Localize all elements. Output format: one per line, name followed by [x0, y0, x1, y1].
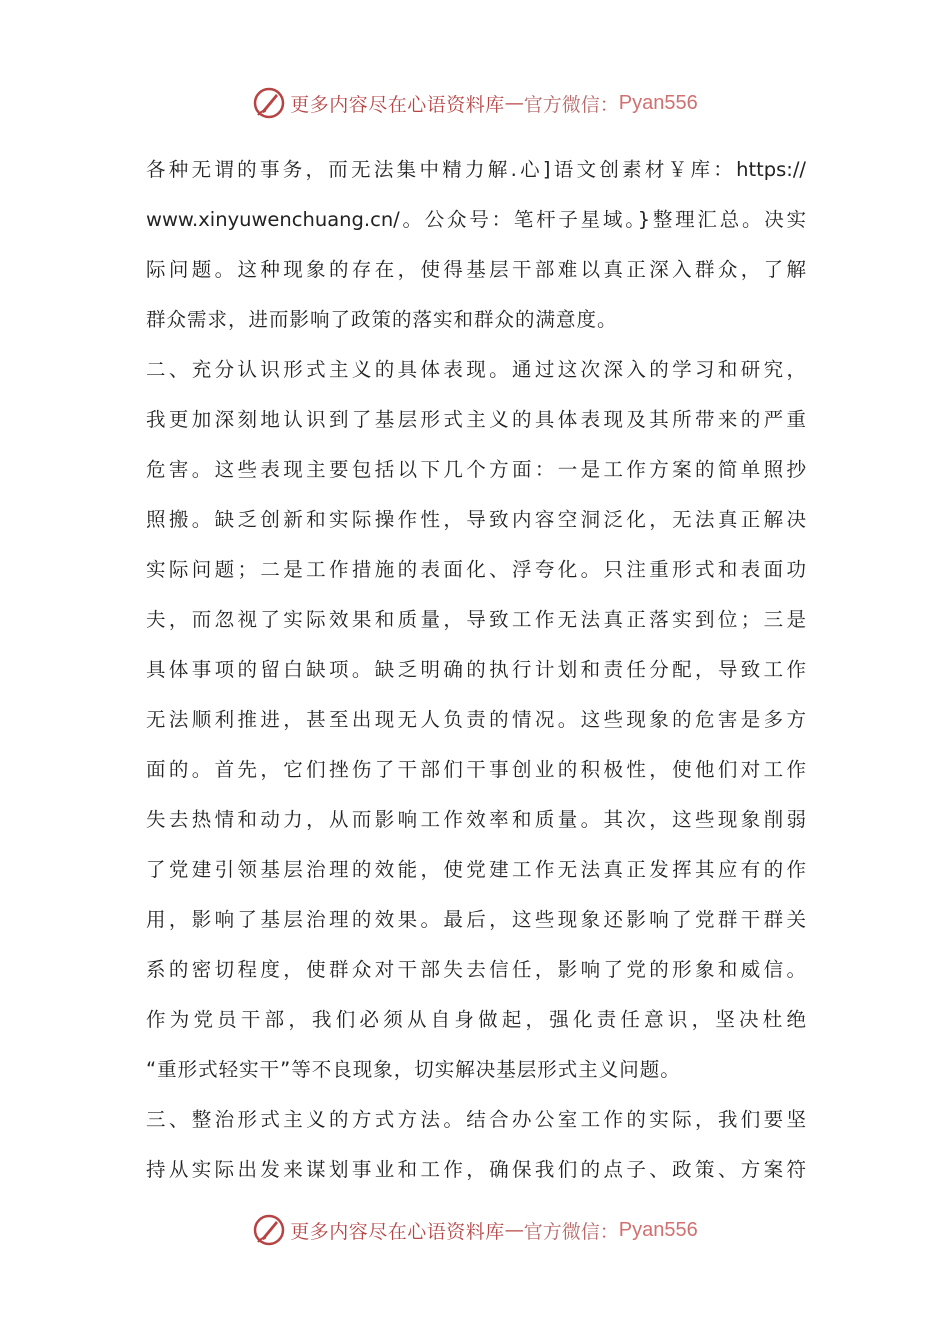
header-title: 更多内容尽在心语资料库 [290, 93, 505, 116]
document-body [146, 145, 806, 1195]
header-wechat-label: 官方微信： [523, 93, 619, 116]
header-dash: — [504, 92, 524, 114]
body-line: 用，影响了基层治理的效果。最后，这些现象还影响了党群干群关 [146, 908, 806, 931]
footer-wechat-id: Pyan556 [618, 1218, 698, 1241]
body-line: 我更加深刻地认识到了基层形式主义的具体表现及其所带来的严重 [146, 408, 806, 431]
body-line: 失去热情和动力，从而影响工作效率和质量。其次，这些现象削弱 [146, 808, 806, 831]
body-line: www.xinyuwenchuang.cn/。公众号：笔杆子星域。}整理汇总。决实 [146, 208, 806, 231]
body-line: 具体事项的留白缺项。缺乏明确的执行计划和责任分配，导致工作 [146, 658, 806, 681]
body-line: 系的密切程度，使群众对干部失去信任，影响了党的形象和威信。 [146, 958, 806, 981]
header-banner [0, 83, 950, 123]
quill-seal-logo-icon [252, 86, 286, 120]
body-line: 危害。这些表现主要包括以下几个方面：一是工作方案的简单照抄 [146, 458, 806, 481]
body-line: 作为党员干部，我们必须从自身做起，强化责任意识，坚决杜绝 [146, 1008, 806, 1031]
body-line: “重形式轻实干”等不良现象，切实解决基层形式主义问题。 [146, 1058, 681, 1081]
quill-seal-logo-icon [252, 1213, 286, 1247]
body-line: 三、整治形式主义的方式方法。结合办公室工作的实际，我们要坚 [146, 1108, 806, 1131]
body-line: 实际问题；二是工作措施的表面化、浮夸化。只注重形式和表面功 [146, 558, 806, 581]
header-wechat-id: Pyan556 [618, 91, 698, 114]
body-line: 夫，而忽视了实际效果和质量，导致工作无法真正落实到位；三是 [146, 608, 806, 631]
footer-wechat-label: 官方微信： [523, 1220, 619, 1243]
body-line: 际问题。这种现象的存在，使得基层干部难以真正深入群众，了解 [146, 258, 806, 281]
footer-banner [0, 1210, 950, 1250]
body-line: 面的。首先，它们挫伤了干部们干事创业的积极性，使他们对工作 [146, 758, 806, 781]
body-line: 照搬。缺乏创新和实际操作性，导致内容空洞泛化，无法真正解决 [146, 508, 806, 531]
body-line: 二、充分认识形式主义的具体表现。通过这次深入的学习和研究， [146, 358, 806, 381]
body-line: 无法顺利推进，甚至出现无人负责的情况。这些现象的危害是多方 [146, 708, 806, 731]
body-line: 群众需求，进而影响了政策的落实和群众的满意度。 [146, 308, 618, 331]
footer-title: 更多内容尽在心语资料库 [290, 1220, 505, 1243]
body-line: 了党建引领基层治理的效能，使党建工作无法真正发挥其应有的作 [146, 858, 806, 881]
footer-dash: — [504, 1219, 524, 1241]
body-line: 持从实际出发来谋划事业和工作，确保我们的点子、政策、方案符 [146, 1158, 806, 1181]
body-line: 各种无谓的事务，而无法集中精力解.心]语文创素材￥库：https:// [146, 158, 806, 181]
